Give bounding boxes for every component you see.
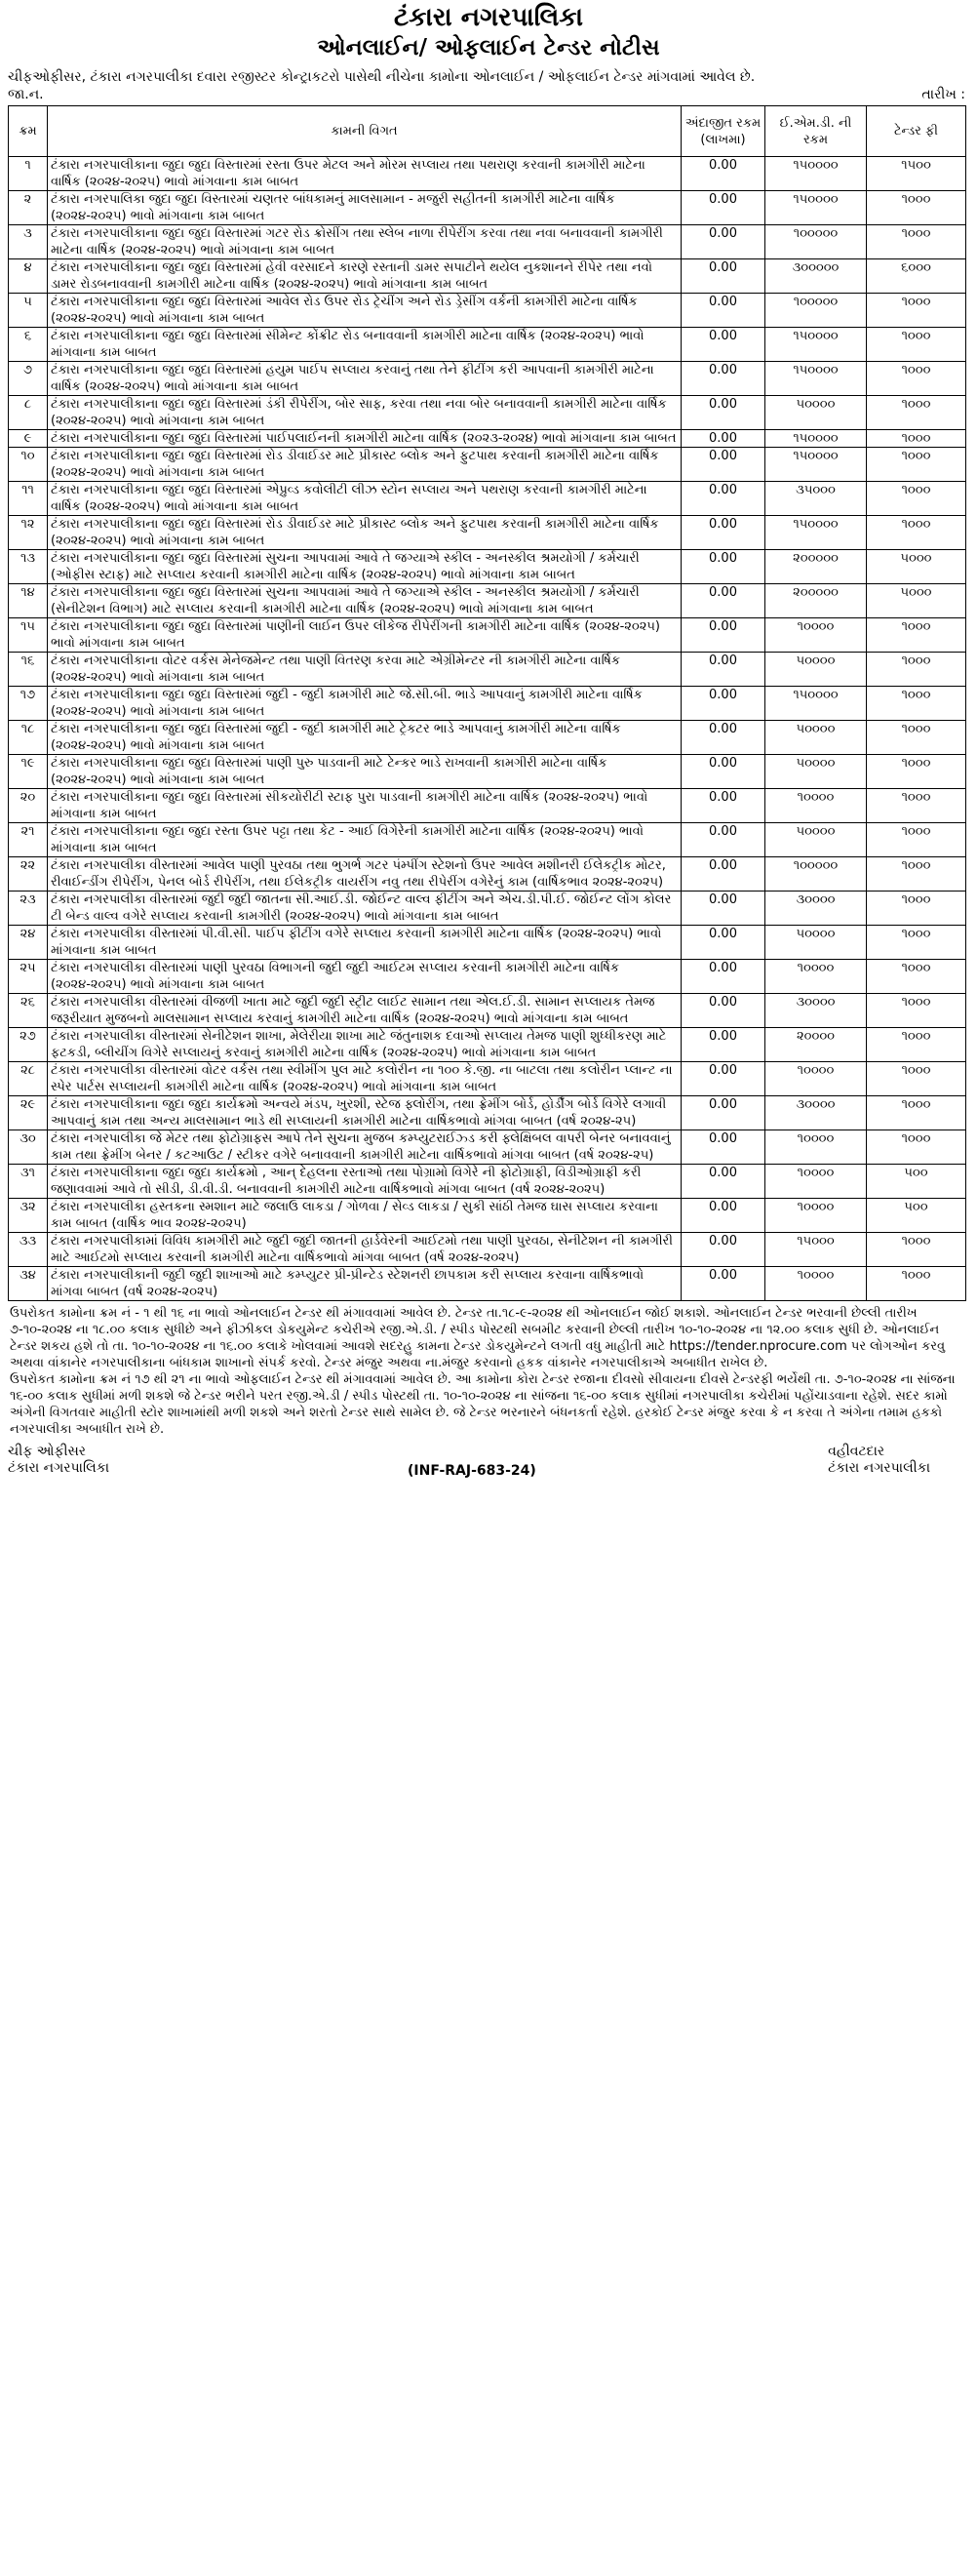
row-description: ટંકારા નગરપાલીકા વીસ્તારમાં જુદી જુદી જાતના સી.આઈ.ડી. જોઈન્ટ વાલ્વ ફીટીંગ અને એચ.ડી.પી.ઈ. જોઈન્ટ લોંગ કોલર ટી બેન્ડ વાલ્વ વગેરે સપ્લાય કરવાની કામગીરી (૨૦૨૪-૨૦૨૫) ભાવો માંગવાના કામ બાબત — [48, 892, 682, 926]
row-emd: ૧૫૦૦૦૦ — [765, 430, 867, 448]
table-row — [9, 994, 966, 1028]
left-signature-title: ચીફ ઓફીસર — [8, 1444, 87, 1459]
table-row — [9, 721, 966, 755]
row-description: ટંકારા નગરપાલીકાના વોટર વર્કસ મેનેજમેન્ટ તથા પાણી વિતરણ કરવા માટે એગ્રીમેન્ટર ની કામગીરી માટેના વાર્ષિક (૨૦૨૪-૨૦૨૫) ભાવો માંગવાના કામ બાબત — [48, 653, 682, 687]
row-amount: 0.00 — [682, 755, 765, 789]
row-serial: ૩ — [9, 225, 48, 259]
row-amount: 0.00 — [682, 448, 765, 482]
row-fee: ૧૦૦૦ — [867, 653, 966, 687]
table-row — [9, 618, 966, 653]
row-description: ટંકારા નગરપાલીકા વીસ્તારમાં સેનીટેશન શાખા, મેલેરીયા શાખા માટે જંતુનાશક દવાઓ સપ્લાય તેમજ પાણી શુધ્ધીકરણ માટે ફટકડી, બ્લીચીંગ વિગેરે સપ્લાયનું કરવાનું કામગીરી માટેના વાર્ષિક (૨૦૨૪-૨૦૨૫) ભાવો માંગવાના કામ બાબત — [48, 1028, 682, 1062]
right-signature — [828, 1444, 930, 1477]
row-emd: ૧૦૦૦૦ — [765, 789, 867, 823]
row-description: ટંકારા નગરપાલીકાના જુદા જુદા વિસ્તારમાં સીમેન્ટ કોંક્રીટ રોડ બનાવવાની કામગીરી માટેના વાર્ષિક (૨૦૨૪-૨૦૨૫) ભાવો માંગવાના કામ બાબત — [48, 328, 682, 362]
row-amount: 0.00 — [682, 789, 765, 823]
row-emd: ૧૦૦૦૦ — [765, 618, 867, 653]
row-emd: ૩૦૦૦૦ — [765, 994, 867, 1028]
table-row — [9, 294, 966, 328]
row-emd: ૧૦૦૦૦ — [765, 1267, 867, 1301]
table-row — [9, 960, 966, 994]
page-title: ટંકારા નગરપાલિકા — [393, 3, 584, 32]
row-fee: ૧૦૦૦ — [867, 328, 966, 362]
left-signature — [8, 1444, 109, 1477]
table-row — [9, 584, 966, 618]
row-amount: 0.00 — [682, 157, 765, 191]
row-emd: ૩૫૦૦૦ — [765, 482, 867, 516]
row-emd: ૧૫૦૦૦ — [765, 1233, 867, 1267]
row-serial: ૩૧ — [9, 1165, 48, 1199]
row-description: ટંકારા નગરપાલીકાના જુદા જુદા વિસ્તારમાં પાણીની લાઈન ઉપર લીકેજ રીપેરીંગની કામગીરી માટેના વાર્ષિક (૨૦૨૪-૨૦૨૫) ભાવો માંગવાના કામ બાબત — [48, 618, 682, 653]
row-serial: ૧૨ — [9, 516, 48, 550]
row-emd: ૧૫૦૦૦૦ — [765, 328, 867, 362]
row-emd: ૧૦૦૦૦ — [765, 1199, 867, 1233]
table-row — [9, 857, 966, 892]
table-row — [9, 225, 966, 259]
table-row — [9, 926, 966, 960]
footer-paragraph-online: ઉપરોકત કામોના ક્રમ નં - ૧ થી ૧૬ ના ભાવો ઓનલાઈન ટેન્ડર થી મંગાવવામાં આવેલ છે. ટેન્ડર તા.૧૮-૯-૨૦૨૪ થી ઓનલાઈન જોઈ શકાશે. ઓનલાઈન ટેન્ડર ભરવાની છેલ્લી તારીખ ૭-૧૦-૨૦૨૪ ના ૧૮.૦૦ કલાક સુધીછે અને ફીઝીકલ ડોકયુમેન્ટ કચેરીએ રજી.એ.ડી. / સ્પીડ પોસ્ટથી સબમીટ કરવાની છેલ્લી તારીખ ૧૦-૧૦-૨૦૨૪ ના ૧૨.૦૦ કલાક સુધી છે. ઓનલાઈન ટેન્ડર શકય હશે તો તા. ૧૦-૧૦-૨૦૨૪ ના ૧૬.૦૦ કલાકે ખોલવામાં આવશે સદરહુ કામના ટેન્ડર ડોકયુમેન્ટને લગતી વધુ માહીતી માટે https://tender.nprocure.com પર લોગઓન કરવુ અથવા વાંકાનેર નગરપાલીકાના બાંધકામ શાખાનો સંપર્ક કરવો. ટેન્ડર મંજુર અથવા ના.મંજુર કરવાનો હકક વાંકાનેર નગરપાલીકાએ અબાધીત રાખેલ છે. — [10, 1306, 946, 1370]
row-amount: 0.00 — [682, 1267, 765, 1301]
inf-code: (INF-RAJ-683-24) — [408, 1463, 536, 1479]
row-emd: ૧૫૦૦૦૦ — [765, 362, 867, 396]
table-header-row — [9, 106, 966, 157]
row-fee: ૧૦૦૦ — [867, 1096, 966, 1130]
row-fee: ૬૦૦૦ — [867, 259, 966, 294]
row-emd: ૩૦૦૦૦ — [765, 892, 867, 926]
row-amount: 0.00 — [682, 994, 765, 1028]
row-emd: ૫૦૦૦૦ — [765, 396, 867, 430]
row-amount: 0.00 — [682, 687, 765, 721]
row-serial: ૨૨ — [9, 857, 48, 892]
row-description: ટંકારા નગરપાલીકાના જુદા જુદા વિસ્તારમાં પાણી પુરુ પાડવાની માટે ટેન્કર ભાડે રાખવાની કામગીરી માટેના વાર્ષિક (૨૦૨૪-૨૦૨૫) ભાવો માંગવાના કામ બાબત — [48, 755, 682, 789]
row-emd: ૧૦૦૦૦ — [765, 1130, 867, 1165]
row-fee: ૧૦૦૦ — [867, 294, 966, 328]
row-fee: ૧૦૦૦ — [867, 721, 966, 755]
row-serial: ૨૧ — [9, 823, 48, 857]
row-amount: 0.00 — [682, 1028, 765, 1062]
table-row — [9, 1199, 966, 1233]
row-description: ટંકારા નગરપાલીકાના જુદા જુદા વિસ્તારમાં સુચના આપવામાં આવે તે જગ્યાએ સ્કીલ - અનસ્કીલ શ્રમયોગી / કર્મચારી (સેનીટેશન વિભાગ) માટે સપ્લાય કરવાની કામગીરી માટેના વાર્ષિક (૨૦૨૪-૨૦૨૫) ભાવો માંગવાના કામ બાબત — [48, 584, 682, 618]
row-fee: ૧૦૦૦ — [867, 926, 966, 960]
table-row — [9, 892, 966, 926]
row-description: ટંકારા નગરપાલીકાના જુદા જુદા કાર્યક્રમો , આન્ દેહલના રસ્તાઓ તથા પોગ્રામો વિગેરે ની ફોટોગ્રાફી, વિડીઓગ્રાફી કરી જણાવવામાં આવે તો સીડી, ડી.વી.ડી. બનાવવાની કામગીરી માટેના વાર્ષિકભાવો માંગવા બાબત (વર્ષ ૨૦૨૪-૨૦૨૫) — [48, 1165, 682, 1199]
row-amount: 0.00 — [682, 1165, 765, 1199]
row-serial: ૩૩ — [9, 1233, 48, 1267]
table-row — [9, 687, 966, 721]
row-amount: 0.00 — [682, 584, 765, 618]
row-fee: ૧૦૦૦ — [867, 1233, 966, 1267]
row-fee: ૧૦૦૦ — [867, 482, 966, 516]
row-description: ટંકારા નગરપાલીકા જે મેટર તથા ફોટોગ્રાફસ આપે તેને સુચના મુજબ કમ્પ્યુટરાઈઝ્ડ કરી ફ્લેક્ષિબલ વાપરી બેનર બનાવવાનું કામ તથા ફ્રેમીંગ બેનર / કટઆઉટ / સ્ટીકર વગેરે બનાવવાની કામગીરી માટેના વાર્ષિકભાવો માંગવા બાબત (વર્ષ ૨૦૨૪-૨૫) — [48, 1130, 682, 1165]
row-amount: 0.00 — [682, 225, 765, 259]
row-amount: 0.00 — [682, 721, 765, 755]
row-serial: ૩૨ — [9, 1199, 48, 1233]
row-serial: ૨૩ — [9, 892, 48, 926]
row-serial: ૧૪ — [9, 584, 48, 618]
table-row — [9, 755, 966, 789]
row-description: ટંકારા નગરપાલીકા હસ્તકના સ્મશાન માટે જલાઉ લાકડા / ગોળવા / સેવ્ડ લાકડા / સુકી સાંઠી તેમજ ઘાસ સપ્લાય કરવાના કામ બાબત (વાર્ષિક ભાવ ૨૦૨૪-૨૦૨૫) — [48, 1199, 682, 1233]
row-serial: ૧ — [9, 157, 48, 191]
footer-paragraph-offline: ઉપરોકત કામોના ક્રમ નં ૧૭ થી ૨૧ ના ભાવો ઓફલાઈન ટેન્ડર થી મંગાવવામાં આવેલ છે. આ કામોના કોરા ટેન્ડર રજાના દીવસો સીવાયના દીવસે ટેન્ડરફી ભર્યેથી તા. ૭-૧૦-૨૦૨૪ ના સાંજના ૧૬-૦૦ કલાક સુધીમાં મળી શકશે જે ટેન્ડર ભરીને પરત રજી.એ.ડી / સ્પીડ પોસ્ટથી તા. ૧૦-૧૦-૨૦૨૪ ના સાંજના ૧૬-૦૦ કલાક સુધીમાં નગરપાલીકા કચેરીમાં પહોંચાડવાના રહેશે. સદર કામો અંગેની વિગતવાર માહીતી સ્ટોર શાખામાંથી મળી શકશે અને શરતો ટેન્ડર સાથે સામેલ છે. જે ટેન્ડર ભરનારને બંધનકર્તા રહેશે. હરકોઈ ટેન્ડર મંજુર કરવા કે ન કરવા તે અંગેના તમામ હકકો નગરપાલીકા અબાધીત રાખે છે. — [10, 1372, 956, 1437]
row-amount: 0.00 — [682, 516, 765, 550]
row-description: ટંકારા નગરપાલીકાના જુદા જુદા વિસ્તારમાં સીકયોરીટી સ્ટાફ પુરા પાડવાની કામગીરી માટેના વાર્ષિક (૨૦૨૪-૨૦૨૫) ભાવો માંગવાના કામ બાબત — [48, 789, 682, 823]
signature-block — [8, 1444, 969, 1481]
row-serial: ૧૭ — [9, 687, 48, 721]
row-fee: ૧૦૦૦ — [867, 823, 966, 857]
row-amount: 0.00 — [682, 960, 765, 994]
row-amount: 0.00 — [682, 618, 765, 653]
row-amount: 0.00 — [682, 328, 765, 362]
row-emd: ૧૦૦૦૦ — [765, 960, 867, 994]
table-row — [9, 430, 966, 448]
col-header-fee: ટેન્ડર ફી — [867, 106, 966, 157]
table-row — [9, 482, 966, 516]
table-row — [9, 328, 966, 362]
row-fee: ૧૦૦૦ — [867, 191, 966, 225]
row-amount: 0.00 — [682, 550, 765, 584]
row-description: ટંકારા નગરપાલીકા વીસ્તારમાં પાણી પુરવઠા વિભાગની જુદી જુદી આઈટમ સપ્લાય કરવાની કામગીરી માટેના વાર્ષિક (૨૦૨૪-૨૦૨૫) ભાવો માંગવાના કામ બાબત — [48, 960, 682, 994]
row-amount: 0.00 — [682, 892, 765, 926]
row-description: ટંકારા નગરપાલીકા વીસ્તારમાં પી.વી.સી. પાઈપ ફીટીંગ વગેરે સપ્લાય કરવાની કામગીરી માટેના વાર્ષિક (૨૦૨૪-૨૦૨૫) ભાવો માંગવાના કામ બાબત — [48, 926, 682, 960]
row-amount: 0.00 — [682, 1199, 765, 1233]
table-row — [9, 362, 966, 396]
row-serial: ૧૯ — [9, 755, 48, 789]
ref-line — [8, 86, 969, 103]
row-serial: ૨૭ — [9, 1028, 48, 1062]
row-fee: ૧૦૦૦ — [867, 618, 966, 653]
row-serial: ૧૩ — [9, 550, 48, 584]
row-description: ટંકારા નગરપાલીકાના જુદા જુદા વિસ્તારમાં એપ્રુવ્ડ કવોલીટી લીઝ સ્ટોન સપ્લાય અને પથરાણ કરવાની કામગીરી માટેના વાર્ષિક (૨૦૨૪-૨૦૨૫) ભાવો માંગવાના કામ બાબત — [48, 482, 682, 516]
row-serial: ૨૬ — [9, 994, 48, 1028]
row-description: ટંકારા નગરપાલીકાની જુદી જુદી શાખાઓ માટે કમ્પ્યુટર પ્રી-પ્રીન્ટેડ સ્ટેશનરી છાપકામ કરી સપ્લાય કરવાના વાર્ષિકભાવો માંગવા બાબત (વર્ષ ૨૦૨૪-૨૦૨૫) — [48, 1267, 682, 1301]
row-serial: ૧૬ — [9, 653, 48, 687]
row-description: ટંકારા નગરપાલીકા વીસ્તારમાં વીજળી ખાતા માટે જુદી જુદી સ્ટ્રીટ લાઈટ સામાન તથા એલ.ઈ.ડી. સામાન સપ્લાયક તેમજ જરૂરીયાત મુજબનો માલસામાન સપ્લાય કરવાનું કામગીરી માટેના વાર્ષિક (૨૦૨૪-૨૦૨૫) ભાવો માંગવાના કામ બાબત — [48, 994, 682, 1028]
row-amount: 0.00 — [682, 191, 765, 225]
ref-number-label: જા.ન. — [8, 87, 44, 102]
table-row — [9, 550, 966, 584]
row-description: ટંકારા નગરપાલીકાના જુદા જુદા વિસ્તારમાં હેવી વરસાદને કારણે રસ્તાની ડામર સપાટીને થયેલ નુકશાનને રીપેર તથા નવો ડામર રોડબનાવવાની કામગીરી માટેના વાર્ષિક (૨૦૨૪-૨૦૨૫) ભાવો માંગવાના કામ બાબત — [48, 259, 682, 294]
table-row — [9, 1130, 966, 1165]
row-fee: ૧૦૦૦ — [867, 1028, 966, 1062]
col-header-emd: ઈ.એમ.ડી. ની રકમ — [765, 106, 867, 157]
table-row — [9, 157, 966, 191]
col-header-amount: અંદાજીત રકમ (લાખમા) — [682, 106, 765, 157]
row-amount: 0.00 — [682, 294, 765, 328]
row-fee: ૫૦૦ — [867, 1165, 966, 1199]
row-fee: ૧૦૦૦ — [867, 857, 966, 892]
row-amount: 0.00 — [682, 362, 765, 396]
row-description: ટંકારા નગરપાલીકાના જુદા જુદા વિસ્તારમાં જુદી - જુદી કામગીરી માટે જે.સી.બી. ભાડે આપવાનું કામગીરી માટેના વાર્ષિક (૨૦૨૪-૨૦૨૫) ભાવો માંગવાના કામ બાબત — [48, 687, 682, 721]
row-fee: ૧૦૦૦ — [867, 994, 966, 1028]
row-emd: ૧૦૦૦૦ — [765, 1165, 867, 1199]
row-serial: ૮ — [9, 396, 48, 430]
row-emd: ૫૦૦૦૦ — [765, 823, 867, 857]
left-signature-org: ટંકારા નગરપાલિકા — [8, 1460, 110, 1476]
row-amount: 0.00 — [682, 926, 765, 960]
row-description: ટંકારા નગરપાલીકાના જુદા જુદા વિસ્તારમાં પાઈપલાઈનની કામગીરી માટેના વાર્ષિક (૨૦૨૩-૨૦૨૪) ભાવો માંગવાના કામ બાબત — [48, 430, 682, 448]
table-row — [9, 1165, 966, 1199]
row-serial: ૨૪ — [9, 926, 48, 960]
table-row — [9, 653, 966, 687]
row-fee: ૧૫૦૦ — [867, 157, 966, 191]
row-description: ટંકારા નગરપાલીકાના જુદા જુદા વિસ્તારમાં રોડ ડીવાઈડર માટે પ્રીકાસ્ટ બ્લોક અને ફુટપાથ કરવાની કામગીરી માટેના વાર્ષિક (૨૦૨૪-૨૦૨૫) ભાવો માંગવાના કામ બાબત — [48, 448, 682, 482]
row-emd: ૨૦૦૦૦ — [765, 1028, 867, 1062]
row-amount: 0.00 — [682, 396, 765, 430]
row-serial: ૨૯ — [9, 1096, 48, 1130]
table-row — [9, 259, 966, 294]
row-serial: ૩૪ — [9, 1267, 48, 1301]
tender-notice — [8, 2, 969, 1481]
row-emd: ૫૦૦૦૦ — [765, 721, 867, 755]
row-fee: ૧૦૦૦ — [867, 687, 966, 721]
row-fee: ૧૦૦૦ — [867, 755, 966, 789]
page-subtitle: ઓનલાઈન/ ઓફલાઈન ટેન્ડર નોટીસ — [317, 35, 660, 60]
row-emd: ૨૦૦૦૦૦ — [765, 584, 867, 618]
row-description: ટંકારા નગરપાલીકામાં વિવિધ કામગીરી માટે જુદી જુદી જાતની હાર્ડવેરની આઈટમો તથા પાણી પુરવઠા, સેનીટેશન ની કામગીરી માટે આઈટમો સપ્લાય કરવાની કામગીરી માટેના વાર્ષિકભાવો માંગવા બાબત (વર્ષ ૨૦૨૪-૨૦૨૫) — [48, 1233, 682, 1267]
row-description: ટંકારા નગરપાલીકા વીસ્તારમાં વોટર વર્કસ તથા સ્વીમીંગ પુલ માટે કલોરીન ના ૧૦૦ કે.જી. ના બાટલા તથા કલોરીન પ્લાન્ટ ના સ્પેર પાર્ટસ સપ્લાયની કામગીરી માટેના વાર્ષિક (૨૦૨૪-૨૦૨૫) ભાવો માંગવાના કામ બાબત — [48, 1062, 682, 1096]
row-serial: ૨ — [9, 191, 48, 225]
row-description: ટંકારા નગરપાલીકાના જુદા જુદા વિસ્તારમાં ડંકી રીપેરીંગ, બોર સાફ, કરવા તથા નવા બોર બનાવવાની કામગીરી માટેના વાર્ષિક (૨૦૨૪-૨૦૨૫) ભાવો માંગવાના કામ બાબત — [48, 396, 682, 430]
row-description: ટંકારા નગરપાલીકાના જુદા જુદા વિસ્તારમાં સુચના આપવામાં આવે તે જગ્યાએ સ્કીલ - અનસ્કીલ શ્રમયોગી / કર્મચારી (ઓફીસ સ્ટાફ) માટે સપ્લાય કરવાની કામગીરી માટેના વાર્ષિક (૨૦૨૪-૨૦૨૫) ભાવો માંગવાના કામ બાબત — [48, 550, 682, 584]
table-row — [9, 448, 966, 482]
row-amount: 0.00 — [682, 823, 765, 857]
row-description: ટંકારા નગરપાલિકા જુદા જુદા વિસ્તારમાં ચણતર બાંધકામનું માલસામાન - મજુરી સહીતની કામગીરી માટેના વાર્ષિક (૨૦૨૪-૨૦૨૫) ભાવો માંગવાના કામ બાબત — [48, 191, 682, 225]
table-row — [9, 1267, 966, 1301]
row-amount: 0.00 — [682, 653, 765, 687]
row-fee: ૫૦૦૦ — [867, 550, 966, 584]
row-serial: ૫ — [9, 294, 48, 328]
row-emd: ૧૦૦૦૦૦ — [765, 225, 867, 259]
row-emd: ૨૦૦૦૦૦ — [765, 550, 867, 584]
row-serial: ૧૧ — [9, 482, 48, 516]
row-fee: ૧૦૦૦ — [867, 516, 966, 550]
row-amount: 0.00 — [682, 1062, 765, 1096]
row-emd: ૧૫૦૦૦૦ — [765, 191, 867, 225]
table-row — [9, 1233, 966, 1267]
row-serial: ૧૮ — [9, 721, 48, 755]
table-body — [9, 157, 966, 1301]
row-serial: ૭ — [9, 362, 48, 396]
row-description: ટંકારા નગરપાલીકાના જુદા જુદા વિસ્તારમાં ગટર રોડ ક્રોસીંગ તથા સ્લેબ નાળા રીપેરીંગ કરવા તથા નવા બનાવવાની કામગીરી માટેના વાર્ષિક (૨૦૨૪-૨૦૨૫) ભાવો માંગવાના કામ બાબત — [48, 225, 682, 259]
table-row — [9, 1028, 966, 1062]
row-amount: 0.00 — [682, 1096, 765, 1130]
row-emd: ૧૫૦૦૦૦ — [765, 157, 867, 191]
row-emd: ૧૫૦૦૦૦ — [765, 448, 867, 482]
row-emd: ૩૦૦૦૦૦ — [765, 259, 867, 294]
row-description: ટંકારા નગરપાલીકાના જુદા જુદા રસ્તા ઉપર પટ્ટા તથા કેટ - આઈ વિગેરેની કામગીરી માટેના વાર્ષિક (૨૦૨૪-૨૦૨૫) ભાવો માંગવાના કામ બાબત — [48, 823, 682, 857]
row-emd: ૫૦૦૦૦ — [765, 926, 867, 960]
row-fee: ૧૦૦૦ — [867, 892, 966, 926]
row-fee: ૫૦૦૦ — [867, 584, 966, 618]
row-description: ટંકારા નગરપાલીકા વીસ્તારમાં આવેલ પાણી પુરવઠા તથા ભુગર્ભ ગટર પંમ્પીંગ સ્ટેશનો ઉપર આવેલ મશીનરી ઈલેકટ્રીક મોટર, રીવાઈન્ડીંગ રીપેરીંગ, પેનલ બોર્ડ રીપેરીંગ, તથા ઈલેકટ્રીક વાયરીંગ નવુ તથા રીપેરીંગ વગેરેનું કામ (વાર્ષિકભાવ ૨૦૨૪-૨૦૨૫) — [48, 857, 682, 892]
table-row — [9, 823, 966, 857]
row-fee: ૧૦૦૦ — [867, 960, 966, 994]
row-serial: ૩૦ — [9, 1130, 48, 1165]
row-serial: ૪ — [9, 259, 48, 294]
row-description: ટંકારા નગરપાલીકાના જુદા જુદા વિસ્તારમાં રોડ ડીવાઈડર માટે પ્રીકાસ્ટ બ્લોક અને ફુટપાથ કરવાની કામગીરી માટેના વાર્ષિક (૨૦૨૪-૨૦૨૫) ભાવો માંગવાના કામ બાબત — [48, 516, 682, 550]
row-emd: ૧૦૦૦૦૦ — [765, 294, 867, 328]
table-row — [9, 1096, 966, 1130]
row-emd: ૩૦૦૦૦ — [765, 1096, 867, 1130]
row-amount: 0.00 — [682, 1130, 765, 1165]
row-fee: ૧૦૦૦ — [867, 1062, 966, 1096]
row-fee: ૧૦૦૦ — [867, 225, 966, 259]
row-description: ટંકારા નગરપાલીકાના જુદા જુદા વિસ્તારમાં જુદી - જુદી કામગીરી માટે ટ્રેકટર ભાડે આપવાનું કામગીરી માટેના વાર્ષિક (૨૦૨૪-૨૦૨૫) ભાવો માંગવાના કામ બાબત — [48, 721, 682, 755]
right-signature-title: વહીવટદાર — [828, 1444, 885, 1459]
row-serial: ૧૫ — [9, 618, 48, 653]
row-fee: ૧૦૦૦ — [867, 1267, 966, 1301]
table-row — [9, 789, 966, 823]
row-description: ટંકારા નગરપાલીકાના જુદા જુદા વિસ્તારમાં હયુમ પાઈપ સપ્લાય કરવાનું તથા તેને ફીટીંગ કરી આપવાની કામગીરી માટેના વાર્ષિક (૨૦૨૪-૨૦૨૫) ભાવો માંગવાના કામ બાબત — [48, 362, 682, 396]
right-signature-org: ટંકારા નગરપાલીકા — [828, 1460, 930, 1476]
row-serial: ૧૦ — [9, 448, 48, 482]
row-serial: ૬ — [9, 328, 48, 362]
table-row — [9, 516, 966, 550]
intro-text: ચીફઓફીસર, ટંકારા નગરપાલીકા દવારા રજીસ્ટર કોન્ટ્રાકટરો પાસેથી નીચેના કામોના ઓનલાઈન / ઓફલાઈન ટેન્ડર માંગવામાં આવેલ છે. — [8, 69, 756, 85]
table-row — [9, 1062, 966, 1096]
row-fee: ૧૦૦૦ — [867, 362, 966, 396]
row-description: ટંકારા નગરપાલીકાના જુદા જુદા કાર્યક્રમો અન્વયે મંડપ, ખુરશી, સ્ટેજ ફ્લોરીંગ, તથા ફ્રેમીંગ બોર્ડ, હોર્ડીંગ બોર્ડ વિગેરે લગાવી આપવાનું કામ તથા અન્ય માલસામાન ભાડે થી સપ્લાયની કામગીરી માટેના વાર્ષિકભાવો માંગવા બાબત (વર્ષ ૨૦૨૪-૨૫) — [48, 1096, 682, 1130]
col-header-description: કામની વિગત — [48, 106, 682, 157]
row-amount: 0.00 — [682, 482, 765, 516]
row-serial: ૨૮ — [9, 1062, 48, 1096]
row-emd: ૫૦૦૦૦ — [765, 653, 867, 687]
row-emd: ૧૦૦૦૦૦ — [765, 857, 867, 892]
row-emd: ૫૦૦૦૦ — [765, 755, 867, 789]
tender-table — [8, 105, 966, 1301]
row-emd: ૧૫૦૦૦૦ — [765, 516, 867, 550]
row-description: ટંકારા નગરપાલીકાના જુદા જુદા વિસ્તારમાં રસ્તા ઉપર મેટલ અને મોરમ સપ્લાય તથા પથરાણ કરવાની કામગીરી માટેના વાર્ષિક (૨૦૨૪-૨૦૨૫) ભાવો માંગવાના કામ બાબત — [48, 157, 682, 191]
row-amount: 0.00 — [682, 1233, 765, 1267]
footer-notes — [8, 1305, 969, 1438]
row-emd: ૧૫૦૦૦૦ — [765, 687, 867, 721]
row-fee: ૧૦૦૦ — [867, 448, 966, 482]
row-fee: ૧૦૦૦ — [867, 1130, 966, 1165]
row-fee: ૧૦૦૦ — [867, 396, 966, 430]
row-fee: ૧૦૦૦ — [867, 430, 966, 448]
row-amount: 0.00 — [682, 857, 765, 892]
table-row — [9, 191, 966, 225]
row-description: ટંકારા નગરપાલીકાના જુદા જુદા વિસ્તારમાં આવેલ રોડ ઉપર રોડ ટ્રેચીંગ અને રોડ ડ્રેસીંગ વર્કની કામગીરી માટેના વાર્ષિક (૨૦૨૪-૨૦૨૫) ભાવો માંગવાના કામ બાબત — [48, 294, 682, 328]
row-fee: ૫૦૦ — [867, 1199, 966, 1233]
row-amount: 0.00 — [682, 259, 765, 294]
date-label: તારીખ : — [921, 87, 965, 102]
row-serial: ૨૦ — [9, 789, 48, 823]
row-serial: ૯ — [9, 430, 48, 448]
row-serial: ૨૫ — [9, 960, 48, 994]
row-fee: ૧૦૦૦ — [867, 789, 966, 823]
row-amount: 0.00 — [682, 430, 765, 448]
row-emd: ૧૦૦૦૦ — [765, 1062, 867, 1096]
table-row — [9, 396, 966, 430]
col-header-serial: ક્રમ — [9, 106, 48, 157]
